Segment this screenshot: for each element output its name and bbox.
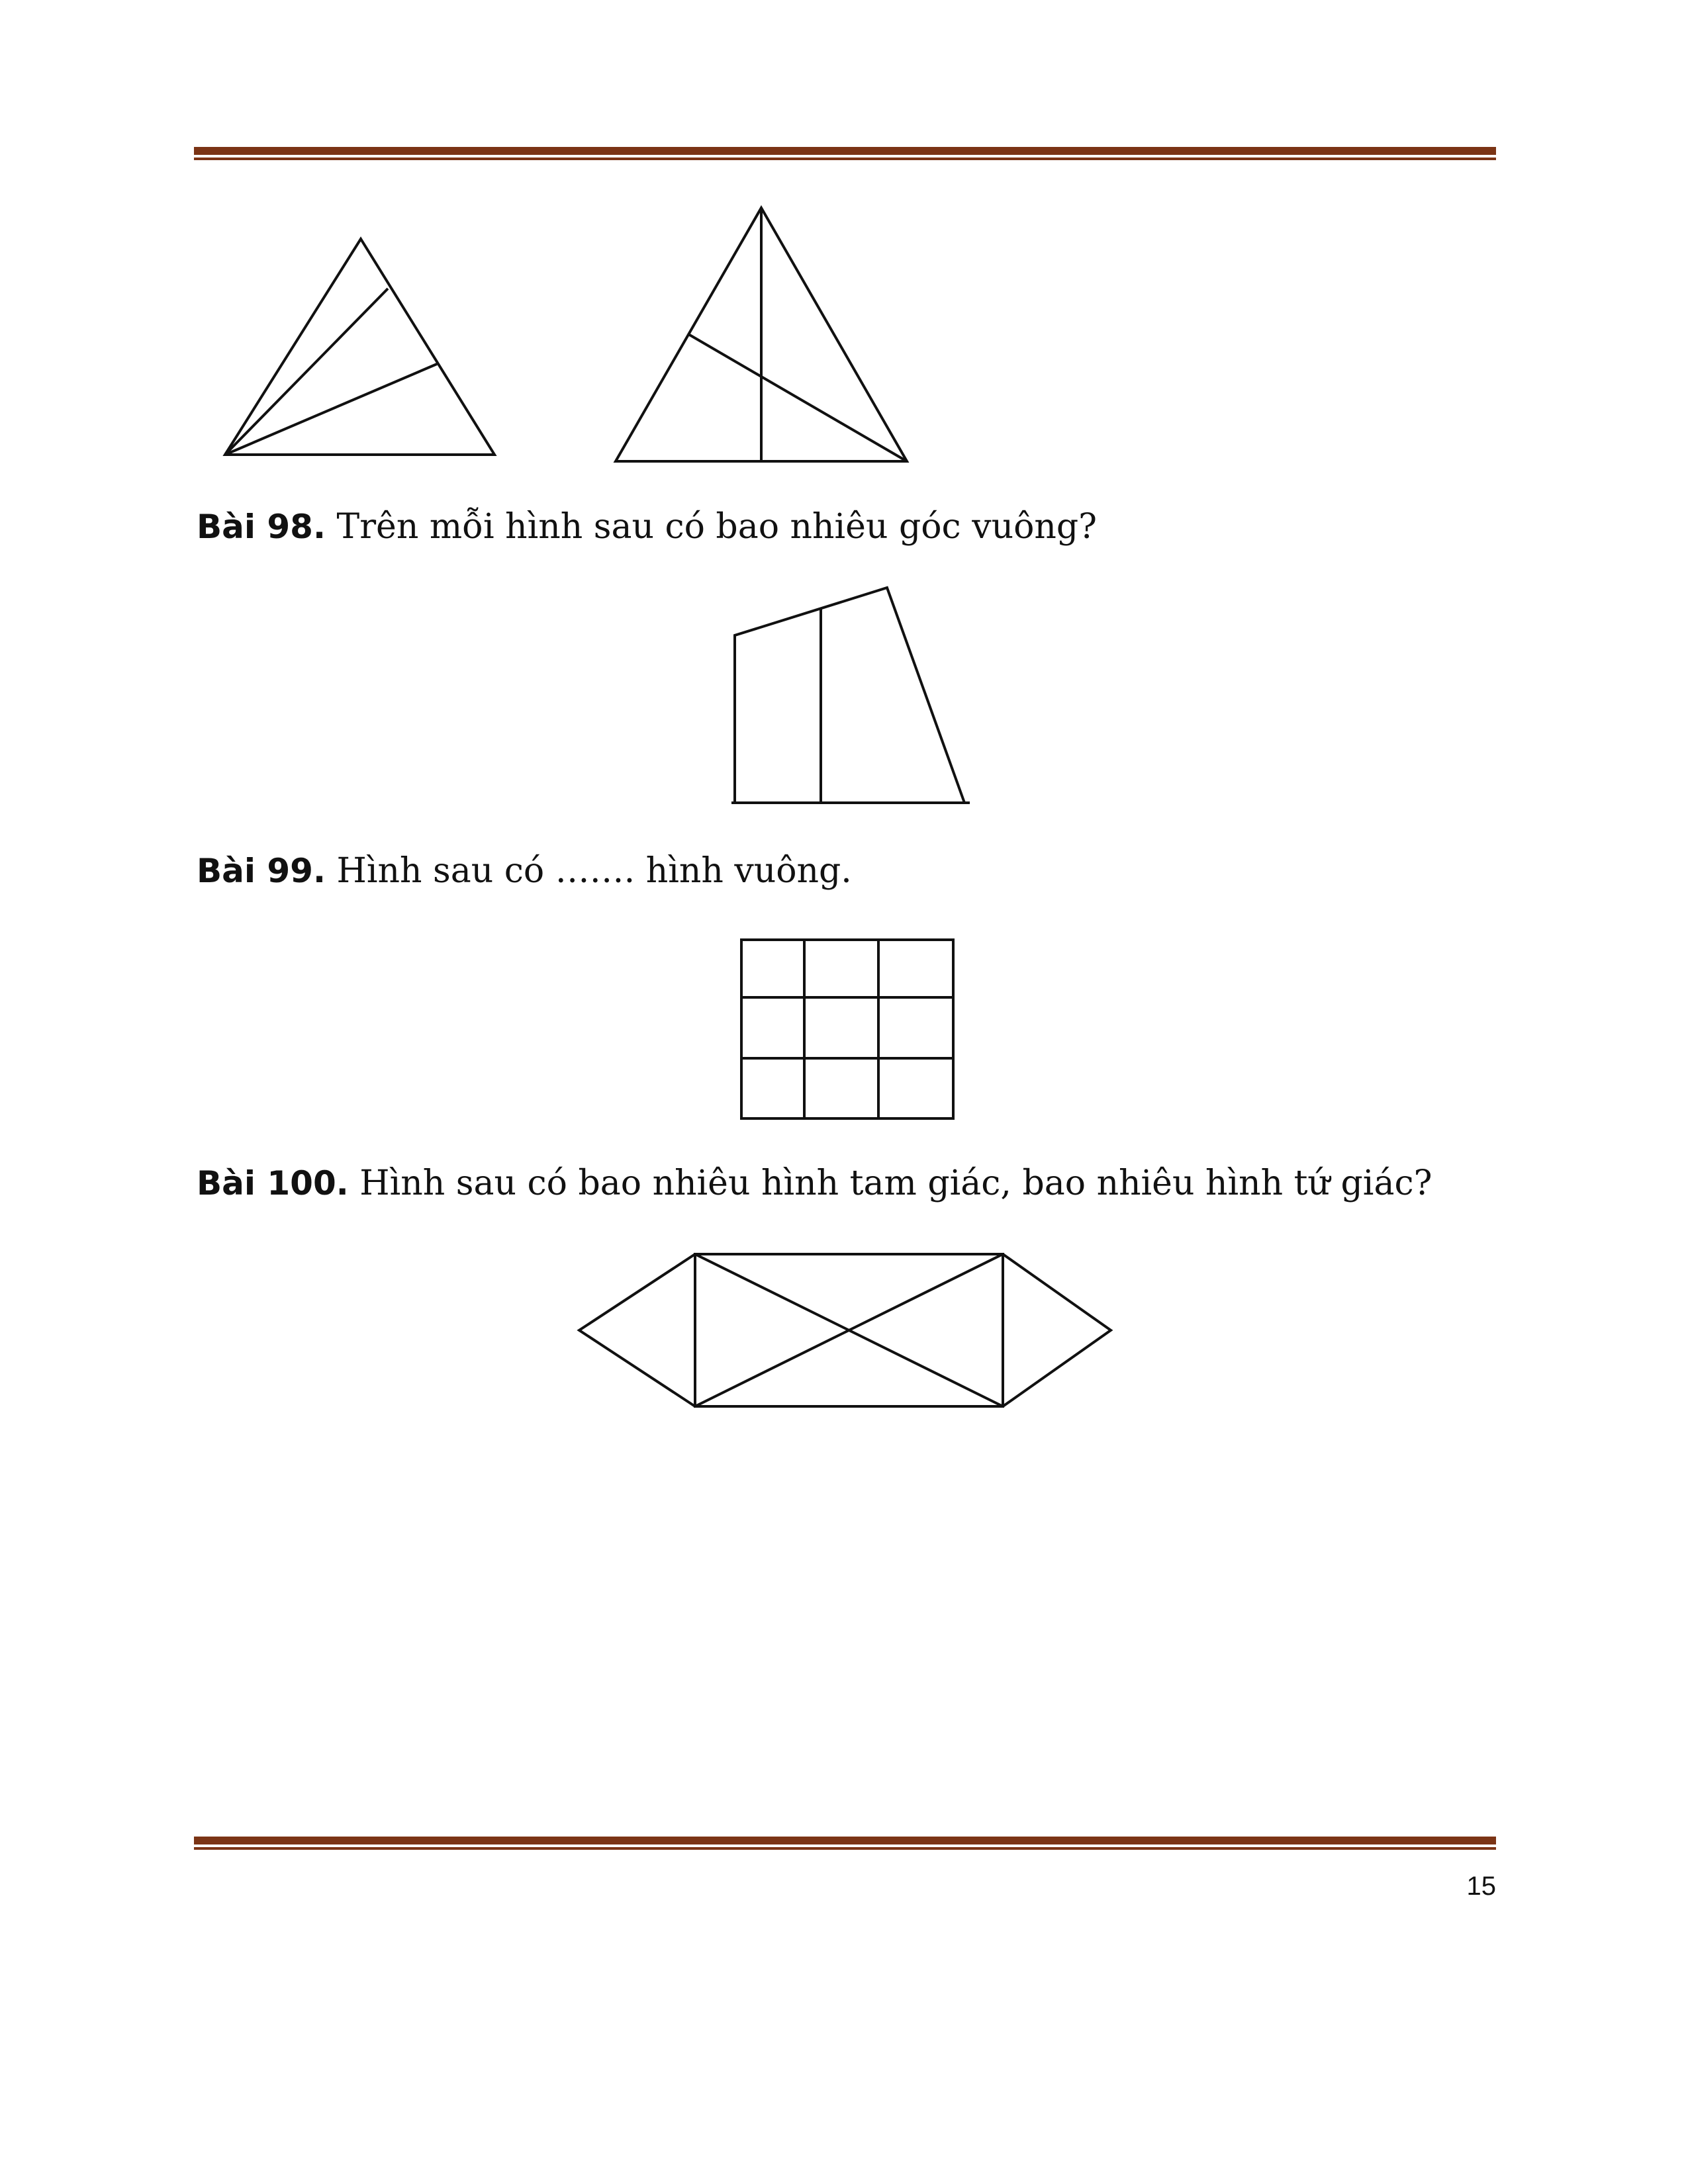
footer-rule [194, 1837, 1496, 1850]
figure-triangle-fan-svg [212, 232, 503, 463]
figure-hexagon-rectangle [569, 1238, 1119, 1416]
figure-triangle-fan [212, 232, 503, 463]
header-rule [194, 147, 1496, 160]
footer-rule-thin [194, 1847, 1496, 1850]
page-number: 15 [1466, 1872, 1496, 1901]
footer-rule-thick [194, 1837, 1496, 1844]
header-rule-thin [194, 158, 1496, 160]
figure-grid-svg [731, 930, 963, 1128]
header-rule-thick [194, 147, 1496, 155]
problem-99-label: Bài 99. [197, 852, 326, 890]
figure-triangle-split-svg [602, 199, 920, 470]
figure-hexagon-rectangle-svg [569, 1238, 1119, 1416]
figure-grid [731, 930, 963, 1128]
figure-quadrilateral-svg [725, 576, 976, 814]
problem-99 [197, 851, 852, 891]
problem-99-text: Hình sau có ……. hình vuông. [325, 851, 852, 891]
problem-100 [197, 1163, 1432, 1203]
problem-100-label: Bài 100. [197, 1164, 349, 1203]
problem-98-label: Bài 98. [197, 508, 326, 546]
problem-98 [197, 507, 1098, 547]
problem-98-text: Trên mỗi hình sau có bao nhiêu góc vuông? [325, 507, 1098, 547]
figure-triangle-split [602, 199, 920, 470]
figure-quadrilateral [725, 576, 976, 814]
problem-100-text: Hình sau có bao nhiêu hình tam giác, bao nhiêu hình tứ giác? [348, 1163, 1432, 1203]
